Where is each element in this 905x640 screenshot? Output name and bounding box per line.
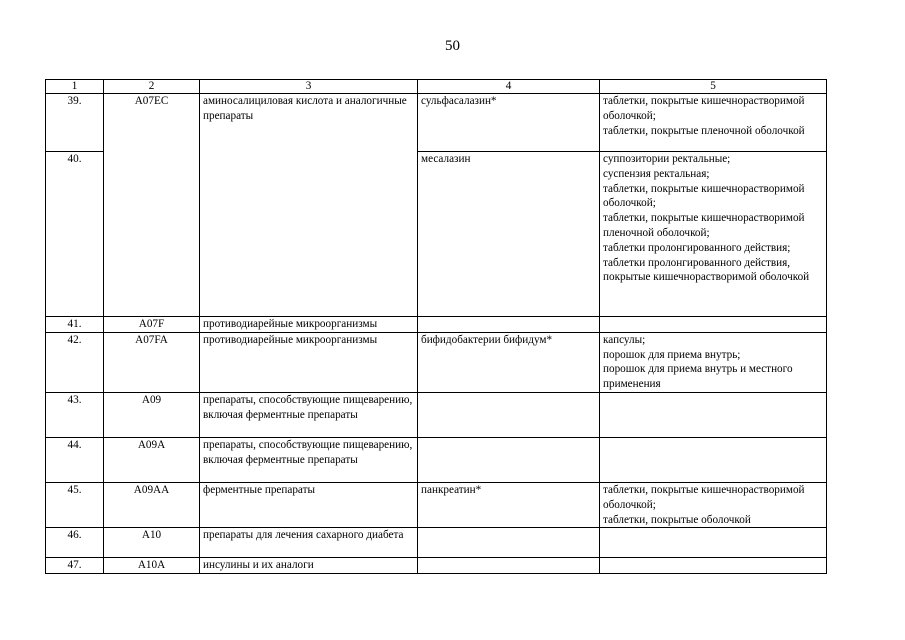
group-name-cell: препараты, способствующие пищеварению, включая ферментные препараты <box>200 392 418 437</box>
atc-code-cell: A09A <box>104 437 200 482</box>
dosage-forms-cell <box>600 392 827 437</box>
dosage-forms-cell <box>600 152 827 317</box>
drug-name-cell <box>418 558 600 574</box>
dosage-forms-cell <box>600 332 827 392</box>
dosage-form-line: таблетки, покрытые оболочкой <box>603 513 751 526</box>
group-name-cell: препараты, способствующие пищеварению, включая ферментные препараты <box>200 437 418 482</box>
row-number-cell: 40. <box>46 152 104 317</box>
row-number-cell: 42. <box>46 332 104 392</box>
row-number-cell: 44. <box>46 437 104 482</box>
table-row <box>46 317 827 333</box>
column-header-3: 3 <box>200 80 418 94</box>
header-row <box>46 80 827 94</box>
table-body <box>46 94 827 574</box>
atc-code-cell: A10 <box>104 528 200 558</box>
atc-code-cell: A10A <box>104 558 200 574</box>
dosage-form-line: таблетки, покрытые кишечнорастворимой оболочкой; <box>603 483 805 511</box>
dosage-forms-cell <box>600 528 827 558</box>
dosage-form-line: суппозитории ректальные; <box>603 153 731 165</box>
dosage-forms-cell <box>600 94 827 152</box>
drug-name-cell: бифидобактерии бифидум* <box>418 332 600 392</box>
row-number-cell: 39. <box>46 94 104 152</box>
row-number-cell: 41. <box>46 317 104 333</box>
group-name-cell: противодиарейные микроорганизмы <box>200 317 418 333</box>
drug-name-cell: панкреатин* <box>418 482 600 527</box>
group-name-cell: инсулины и их аналоги <box>200 558 418 574</box>
row-number-cell: 45. <box>46 482 104 527</box>
column-header-4: 4 <box>418 80 600 94</box>
page-number: 50 <box>445 38 460 54</box>
drug-name-cell <box>418 392 600 437</box>
dosage-forms-cell <box>600 437 827 482</box>
group-name-cell: аминосалициловая кислота и аналогичные препараты <box>200 94 418 317</box>
table-row <box>46 558 827 574</box>
table-row <box>46 94 827 152</box>
table-row <box>46 332 827 392</box>
atc-code-cell: A09AA <box>104 482 200 527</box>
dosage-form-line: таблетки, покрытые кишечнорастворимой оболочкой; <box>603 182 805 210</box>
row-number-cell: 46. <box>46 528 104 558</box>
group-name-cell: противодиарейные микроорганизмы <box>200 332 418 392</box>
row-number-cell: 47. <box>46 558 104 574</box>
table-row <box>46 392 827 437</box>
atc-code-cell: A07FA <box>104 332 200 392</box>
table-row <box>46 528 827 558</box>
dosage-form-line: порошок для приема внутрь и местного применения <box>603 363 793 391</box>
drug-table <box>45 79 827 574</box>
row-number-cell: 43. <box>46 392 104 437</box>
group-name-cell: препараты для лечения сахарного диабета <box>200 528 418 558</box>
atc-code-cell: A09 <box>104 392 200 437</box>
table-row <box>46 482 827 527</box>
dosage-form-line: таблетки, покрытые кишечнорастворимой пленочной оболочкой; <box>603 212 805 239</box>
drug-name-cell <box>418 437 600 482</box>
column-header-1: 1 <box>46 80 104 94</box>
drug-name-cell: месалазин <box>418 152 600 317</box>
atc-code-cell: A07F <box>104 317 200 333</box>
dosage-form-line: таблетки, покрытые кишечнорастворимой оболочкой; <box>603 95 805 122</box>
dosage-form-line: таблетки пролонгированного действия, покрытые кишечнорастворимой оболочкой <box>603 256 810 284</box>
dosage-forms-cell <box>600 317 827 333</box>
column-header-5: 5 <box>600 80 827 94</box>
table-row <box>46 437 827 482</box>
column-header-2: 2 <box>104 80 200 94</box>
dosage-form-line: таблетки пролонгированного действия; <box>603 241 791 254</box>
dosage-forms-cell <box>600 482 827 527</box>
dosage-form-line: таблетки, покрытые пленочной оболочкой <box>603 124 805 137</box>
drug-name-cell <box>418 317 600 333</box>
group-name-cell: ферментные препараты <box>200 482 418 527</box>
dosage-forms-cell <box>600 558 827 574</box>
dosage-form-line: капсулы; <box>603 333 646 346</box>
dosage-form-line: порошок для приема внутрь; <box>603 348 741 361</box>
drug-name-cell <box>418 528 600 558</box>
drug-name-cell: сульфасалазин* <box>418 94 600 152</box>
dosage-form-line: суспензия ректальная; <box>603 167 710 180</box>
atc-code-cell: A07EC <box>104 94 200 317</box>
